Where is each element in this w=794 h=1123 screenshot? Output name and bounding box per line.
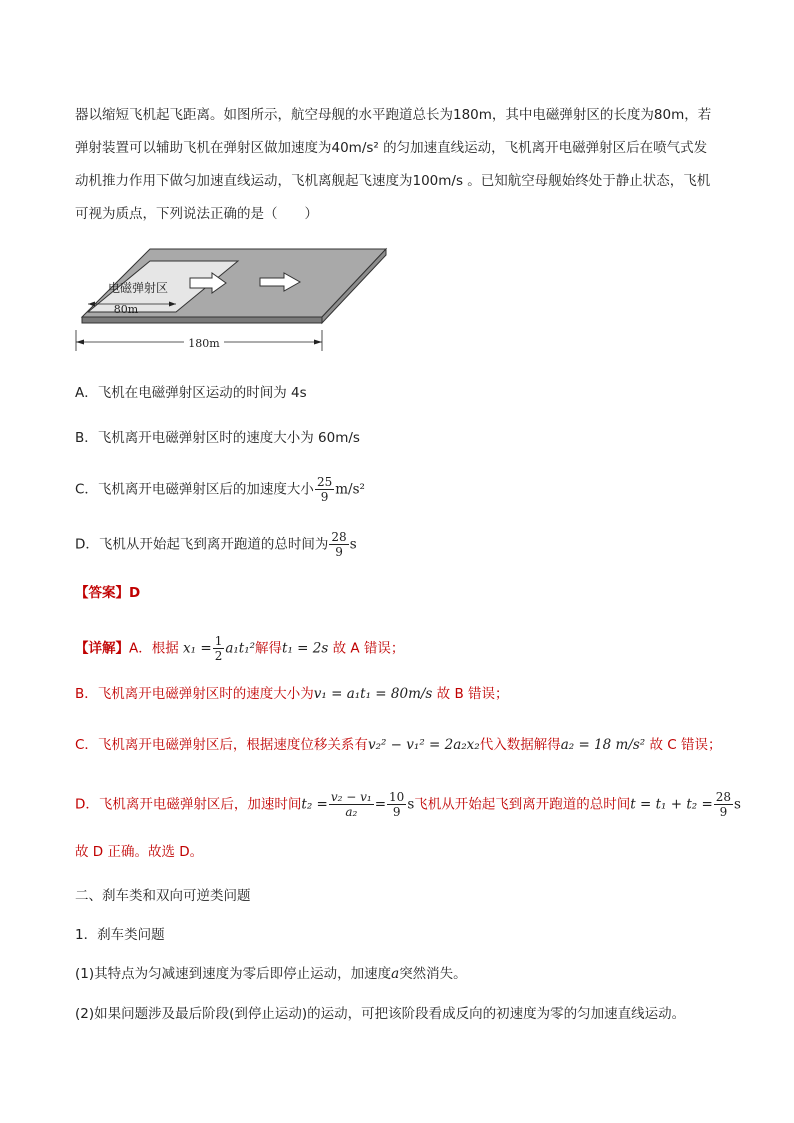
option-c-num: 25 [316, 475, 333, 489]
detail-a-post: 故 A 错误； [332, 640, 405, 657]
detail-b-post: 故 B 错误； [436, 686, 509, 702]
problem-line-3: 动机推力作用下做匀加速直线运动，飞机离舰起飞速度为100m/s 。已知航空母舰始终处于静止状态，飞机 [75, 173, 711, 189]
dim-80m: 80m [113, 303, 139, 316]
detail-a-result: t₁ = 2s [282, 640, 329, 657]
option-c-fraction [315, 475, 334, 504]
detail-a-half-num: 1 [214, 634, 223, 648]
detail-label: 【详解】 [75, 640, 129, 657]
section-p1 [75, 964, 467, 984]
answer [75, 583, 140, 603]
detail-d-frac2 [387, 790, 406, 819]
detail-d-unit1: s [407, 796, 415, 813]
section-sub1: 1．刹车类问题 [75, 927, 165, 943]
detail-a-eq-rhs: a₁t₁² [225, 640, 256, 657]
option-d-den: 9 [335, 545, 343, 559]
section-heading: 二、刹车类和双向可逆类问题 [75, 888, 251, 904]
dim-180m: 180m [188, 337, 220, 350]
runway-figure [70, 240, 400, 355]
section-p1-post: 突然消失。 [399, 966, 467, 982]
detail-d-frac3-num: 28 [715, 790, 732, 804]
option-d [75, 530, 357, 559]
answer-value: D [129, 585, 141, 601]
option-b: B．飞机离开电磁弹射区时的速度大小为 60m/s [75, 430, 360, 446]
detail-b-eq: v₁ = a₁t₁ = 80m/s [313, 686, 433, 702]
detail-a-mid: 解得 [255, 640, 283, 657]
option-d-num: 28 [331, 530, 347, 544]
detail-d-unit2: s [734, 796, 741, 813]
detail-d-frac1 [329, 790, 374, 819]
section-p2: (2)如果问题涉及最后阶段(到停止运动)的运动，可把该阶段看成反向的初速度为零的匀加速直线运动。 [75, 1006, 686, 1022]
option-c-den: 9 [320, 490, 329, 504]
detail-a-pre: A．根据 [129, 640, 179, 657]
problem-line-2: 弹射装置可以辅助飞机在弹射区做加速度为40m/s² 的匀加速直线运动，飞机离开电磁弹射区后在喷气式发 [75, 140, 708, 156]
detail-d-eq: = [374, 796, 387, 813]
detail-c-mid: 代入数据解得 [479, 737, 561, 753]
problem-line-1: 器以缩短飞机起飞距离。如图所示，航空母舰的水平跑道总长为180m，其中电磁弹射区的长度为80m，若 [75, 107, 712, 123]
detail-d-frac1-den: a₂ [345, 805, 358, 819]
detail-c-eq: v₂² − v₁² = 2a₂x₂ [367, 737, 480, 753]
option-c [75, 475, 365, 504]
deck-front [82, 317, 322, 323]
detail-d-pre: D．飞机离开电磁弹射区后，加速时间 [75, 796, 302, 813]
detail-d-total: t = t₁ + t₂ = [630, 796, 713, 813]
detail-a-half [213, 634, 225, 663]
option-d-unit: s [349, 536, 357, 553]
option-d-text: D．飞机从开始起飞到离开跑道的总时间为 [75, 536, 329, 553]
problem-line-4: 可视为质点，下列说法正确的是（ ） [75, 206, 318, 222]
detail-c-post: 故 C 错误； [649, 737, 722, 753]
detail-a-half-den: 2 [214, 649, 223, 663]
catapult-zone-label: 电磁弹射区 [108, 281, 169, 295]
detail-d-mid: 飞机从开始起飞到离开跑道的总时间 [414, 796, 631, 813]
option-d-fraction [329, 530, 348, 559]
detail-c-result: a₂ = 18 m/s² [560, 737, 646, 753]
detail-c [75, 735, 722, 755]
option-c-unit: m/s² [335, 481, 365, 498]
detail-b [75, 684, 509, 704]
detail-b-pre: B．飞机离开电磁弹射区时的速度大小为 [75, 686, 314, 702]
detail-d [75, 790, 741, 819]
detail-d-frac3 [714, 790, 733, 819]
section-p1-var: a [391, 966, 400, 982]
detail-a [75, 634, 404, 663]
detail-c-pre: C．飞机离开电磁弹射区后，根据速度位移关系有 [75, 737, 368, 753]
option-c-text: C．飞机离开电磁弹射区后的加速度大小 [75, 481, 314, 498]
option-a: A．飞机在电磁弹射区运动的时间为 4s [75, 385, 307, 401]
detail-d-frac1-num: v₂ − v₁ [330, 790, 372, 804]
detail-a-eq-lhs: x₁ = [183, 640, 212, 657]
detail-d-frac3-den: 9 [719, 805, 728, 819]
detail-d-conclusion: 故 D 正确。故选 D。 [75, 844, 204, 860]
detail-d-frac2-num: 10 [389, 790, 405, 804]
detail-d-frac2-den: 9 [392, 805, 401, 819]
section-p1-pre: (1)其特点为匀减速到速度为零后即停止运动，加速度 [75, 966, 392, 982]
detail-d-t2: t₂ = [301, 796, 328, 813]
answer-label: 【答案】 [75, 585, 129, 601]
